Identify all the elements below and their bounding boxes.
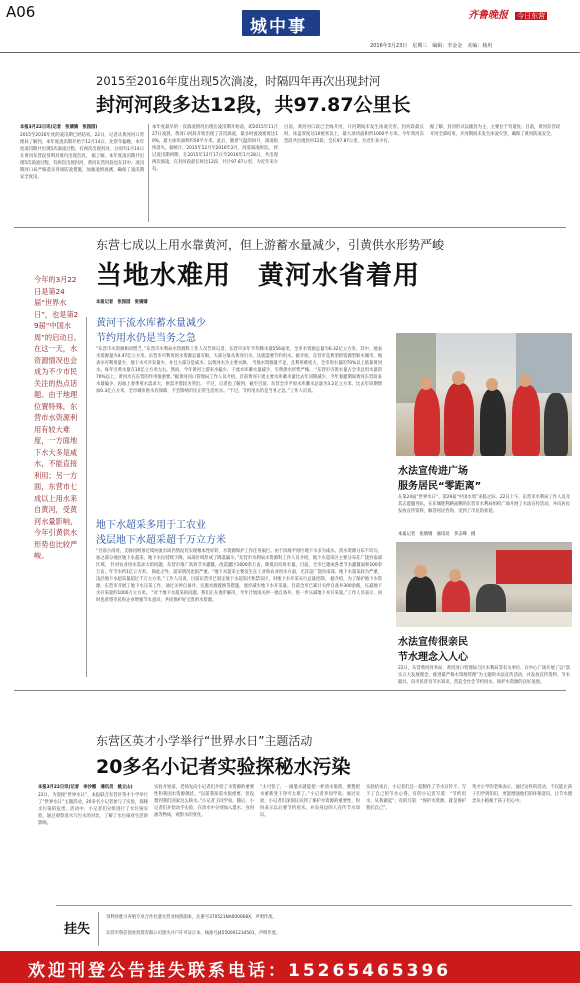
photo-square-event xyxy=(396,333,572,456)
lost-notice xyxy=(56,905,572,949)
story2-byline: 本报记者 张园园 张婧婧 xyxy=(96,300,148,305)
notice-line1: 垦利县胜兴养殖专业合作社遗失营业执照副本，注册号370521NA000068X，声明作废。 xyxy=(106,915,277,920)
story2-head2b: 浅层地下水超采超千万立方米 xyxy=(96,535,226,546)
paper-logo xyxy=(468,3,576,21)
story2-body1 xyxy=(96,346,382,512)
story2-body1c-text: “东营市引黄水量占全市总用水量的70%以上，黄河水在东营的作用很重要。”据黄河河口管理局工作人员介绍，目前黄河干流主要水库蓄水量比去年同期减少，今年春灌期间黄河东营段来水量偏少，再加上春季用水需求大，供需矛盾较为突出。 xyxy=(96,368,382,387)
photo2-title2: 节水理念入人心 xyxy=(398,652,468,663)
photo1-person-b xyxy=(444,383,474,456)
photo1-head-b xyxy=(452,371,465,385)
paper-brand: 今日东营 xyxy=(517,12,546,20)
photo2-banner xyxy=(496,550,572,584)
story3-col4: 实验结束后，小记者们还一起制作了节水宣传卡，写下了自己的节水心得。有的小记者写道：“节约用水，从我做起”；有的写道：“保护水资源，就是保护我们自己”。 xyxy=(366,785,466,811)
sidebar-divider xyxy=(86,317,87,677)
story1-col3: 目前，黄河河口段已全线开河，开河期间未发生冰凌灾害。封河段最长时，冰盖厚度达10厘米以上，最大冰块面积约1000平方米。今年黄河东营段共出现封河12段，全长97.87公里，为近年来少有。 xyxy=(284,125,424,144)
header-rule xyxy=(0,52,580,53)
story1-col1-text: 2015至2016年度的凌汛期已经结束。22日，记者从黄河河口管理局了解到，本年度凌汛期开始于12月14日，比常年偏晚，本年度凌汛期共出现5次淌凌过程，有两次出现封河，分别为1月14日在黄河东营段垦利县境内出现首封。 xyxy=(20,133,144,159)
story3-col3: “太可怕了，一滴墨水就能把一杯清水染黑，要想把水重新变干净可太难了。”小记者李同学说。通过实验，小记者们深刻认识到了保护水资源的重要性，纷纷表示以后要节约用水，并向身边的人宣传节水知识。 xyxy=(260,785,360,818)
notice-divider xyxy=(98,912,99,946)
story2-body1b-text: 当地水资源量不足，且利用难度大，全市用水量的70%以上依靠黄河水。每年引黄水量在10亿立方米左右。然而，今年黄河上游来水偏少，干流水库蓄水量减少，引黄供水形势严峻。 xyxy=(96,361,382,373)
story3-subtitle: 东营区英才小学举行“世界水日”主题活动 xyxy=(96,734,313,748)
banner-text: 欢迎刊登公告挂失联系电话：15265465396 xyxy=(28,961,452,981)
story2-body2c-text: 除此之外，超采情况也很严重。“地下水超采主要发生在工业和农业用水方面，尤其是广饶县南部，地下水超采较为严重，浅层地下水超采量超过千万立方米。”工作人员说，目前东营市已划定地下水超采区和禁采区，对地下水开采实行总量控制。 xyxy=(96,570,382,582)
photo2-table xyxy=(396,612,572,627)
story-freeze-river xyxy=(0,56,580,229)
story1-divider xyxy=(148,124,149,222)
photo2-head-a xyxy=(414,565,427,578)
story2-body2 xyxy=(96,548,382,684)
story2-subtitle: 东营七成以上用水靠黄河，但上游蓄水量减少，引黄供水形势严峻 xyxy=(96,238,445,252)
sidebar-text: 今年的3月22日是第24届“世界水日”，也是第29届“中国水周”的启动日。在这一天，水资源情况也会成为不少市民关注的热点话题。由于地理位置特殊，东营市水资源利用有较大难度，一方面地下水大多是咸水，不能直接利用；另一方面，东营市七成以上用水来自黄河，受黄河水量影响，今年引黄供水形势也比较严峻。 xyxy=(34,275,81,560)
story2-head1a: 黄河干流水库蓄水量减少 xyxy=(96,318,206,329)
paper-name: 齐鲁晚报 xyxy=(468,10,508,21)
story2-title: 当地水难用 黄河水省着用 xyxy=(96,261,421,291)
photo2-title: 水法宣传很亲民 xyxy=(398,637,468,648)
story1-col2 xyxy=(152,124,278,222)
story2-body1d-text: 不过，记者也了解到，截至目前，东营全市平原水库蓄水总量为3.2亿立方米，比去年同期增加0.3亿立方米，全市城市供水有保障，不会影响市民正常生活用水。“不过，节约用水仍是当务之急。”工作人员说。 xyxy=(96,382,382,394)
photo1-person-c xyxy=(480,389,506,456)
photo-street-event xyxy=(396,542,572,627)
photo1-caption: 在第24届“世界水日”、第29届“中国水周”来临之际，22日上午，东营市水利局工作人员及其志愿服务队，在东城胜利路南侧的东营市水利局组织广场开展了水法宣传活动，并向居民发放宣传资料，解答居民咨询，受到了市民的欢迎。 xyxy=(398,495,570,514)
story1-title: 封河河段多达12段，共97.87公里长 xyxy=(96,94,411,116)
story-student-reporters xyxy=(0,692,580,902)
story2-body2b-text: 针对农业用水需求大的问题，东营市推广高效节水灌溉，改造灌区1600余万亩，降低亩均用水量。目前，全市已建成各类节水灌溉面积100余万亩，年节水约1亿立方米。 xyxy=(96,563,382,575)
story1-col1 xyxy=(20,132,144,222)
date-line: 2016年3月23日 星期三 编辑：李金金 美编：杨玥 xyxy=(370,43,493,49)
story3-byline: 本报3月22日讯(记者 李沙娜 通讯员 姚立山) xyxy=(38,785,133,790)
notice-label: 挂失 xyxy=(64,922,91,937)
photo1-head-a xyxy=(420,377,432,390)
story2-body2e-text: “对于地下水超采的问题，我们正在逐步解决，今年计划再关停一批自备井，进一步压减地下水开采量。”工作人员表示，同时也希望市民和企业增强节水意识，共同保护好宝贵的水资源。 xyxy=(96,591,382,603)
story2-head2a: 地下水超采多用于工农业 xyxy=(96,520,206,531)
section-title: 城中事 xyxy=(250,17,307,37)
photo1-title2: 服务居民“零距离” xyxy=(398,481,482,492)
story1-rule xyxy=(14,227,566,228)
story3-col1: 22日，为迎接“世界水日”，本报联合东营区英才小学举行了“世界水日”主题活动，20多名小记者参与了实验，探秘水污染的危害。活动中，小记者们分组进行了水污染实验，通过观察清水与污水的对比，了解了水污染对生活的影响。 xyxy=(38,793,148,826)
photo1-title: 水法宣传进广场 xyxy=(398,466,468,477)
story2-head1b: 节约用水仍是当务之急 xyxy=(96,333,196,344)
story2-sidebar xyxy=(34,274,82,574)
photo1-person-e xyxy=(544,393,568,456)
story1-byline: 本报3月22日讯(记者 张婧婧 张园园) xyxy=(20,125,98,130)
page-number: A06 xyxy=(6,3,36,21)
photo1-head-d xyxy=(519,374,531,387)
story-water-use xyxy=(0,229,580,691)
page-header xyxy=(0,0,580,56)
story3-col2: 实验开始前，老师先向小记者们介绍了水资源的重要性和我国水资源现状。“以前我知道水很重要，但没想到我们国家这么缺水。”小记者王同学说。随后，小记者们开始动手实验，在清水中分别加入墨水、食用油等物质，观察水的变化。 xyxy=(154,785,254,818)
story1-col1b-text: 据了解，本年度凌汛期共出现5次淌凌过程，有两次出现封河，黄河东营河段也在其中。凌汛期河口局严格落实各项防凌措施，加强凌情观测，确保了凌汛期安全度汛。 xyxy=(20,154,144,180)
story3-col5: 英才小学的老师表示，通过这样的活动，不仅能让孩子们学到知识，更能增强他们的环保意识，让节水理念从小植根于孩子们心中。 xyxy=(472,785,572,804)
story2-rule xyxy=(14,690,566,691)
story1-col2-text: 本年度最早的一次淌凌情况出现在凌汛期开始前，即2015年11月27日凌晨，黄河口河段开始出现了首次淌凌，最多时流凌密度达10%，最大冰块面积约50平方米。此后，随着气温的回升，淌凌很快消失。据统计，2015年12月至2016年2月，河道淌凌两次。 xyxy=(152,125,278,151)
story1-col2b-text: 经过凌汛期初期，在2015年12月17日至2016年1月28日，共出现两次淌凌，在封河段最长时达12段，共计97.87公里，为近年来少有。 xyxy=(152,146,278,172)
photo1-head-c xyxy=(486,378,498,391)
story3-title: 20多名小记者实验探秘水污染 xyxy=(96,756,351,778)
photo2-head-b xyxy=(449,569,461,582)
photo1-credit: 本报记者 张婧婧 通讯员 李志峰 摄 xyxy=(398,532,476,537)
section-tab xyxy=(242,10,320,36)
photo1-person-a xyxy=(414,388,440,456)
notice-line2: 东营市鲁信创业投资有限公司遗失开户许可证正本，核准号J4550001234501，声明作废。 xyxy=(106,931,281,936)
photo2-caption: 22日，东营黄河河务局、黄河河口管理局与区水利局等有关单位，在中心广场开展了以“落实五大发展理念，推进最严格水资源管理”为主题的水法宣传活动，并发放宣传资料、节水器具，向市民普及节水知识，营造全社会节约用水、保护水资源的良好氛围。 xyxy=(398,666,570,685)
story2-body2-text: “目前小清河、支脉河两条过境河流水质仍然没有实现根本性好转，水资源保护工作任务艰巨。由于滨海平原区地下水多为咸水，淡水资源分布不均匀，加之部分地区地下水超采，地下水位持续下降，局部区域形成了降落漏斗。”东营市水利局水资源科工作人员介绍，地下水超采区主要分布在广饶县南部区域。 xyxy=(96,549,382,568)
story1-col4: 据了解，封河形式以插封为主，主要位于弯道处。目前，黄河东营段开河全部结束，开河期间未发生冰凌灾害，确保了黄河防凌安全。 xyxy=(430,125,560,137)
story2-body2d-text: 据介绍，为了保护地下水资源，东营市开展了地下水压采工作，通过关停自备井、实施水源置换等措施，逐步减少地下水开采量。目前全市已累计关停自备井300余眼，压减地下水开采量约1000万立方米。 xyxy=(96,577,382,596)
ad-banner xyxy=(0,951,580,983)
photo1-person-d xyxy=(512,385,540,456)
story1-subtitle: 2015至2016年度出现5次淌凌，时隔四年再次出现封河 xyxy=(96,74,381,88)
story2-body1-text: “东营市水资源相对匮乏，”东营市水利局水资源科工作人员告诉记者，东营市多年平均降水量556毫米，全市水资源总量为6.32亿立方米，其中，地表水资源量为4.47亿立方米。东营市可利用的水资源总量有限，大部分靠从黄河引水，这就需要节约用水。据介绍，东营市是典型的资源型缺水城市，地表水可利用量少，地下水可开采量少，并且大部分是咸水，以黄河水为主要水源。 xyxy=(96,347,382,366)
